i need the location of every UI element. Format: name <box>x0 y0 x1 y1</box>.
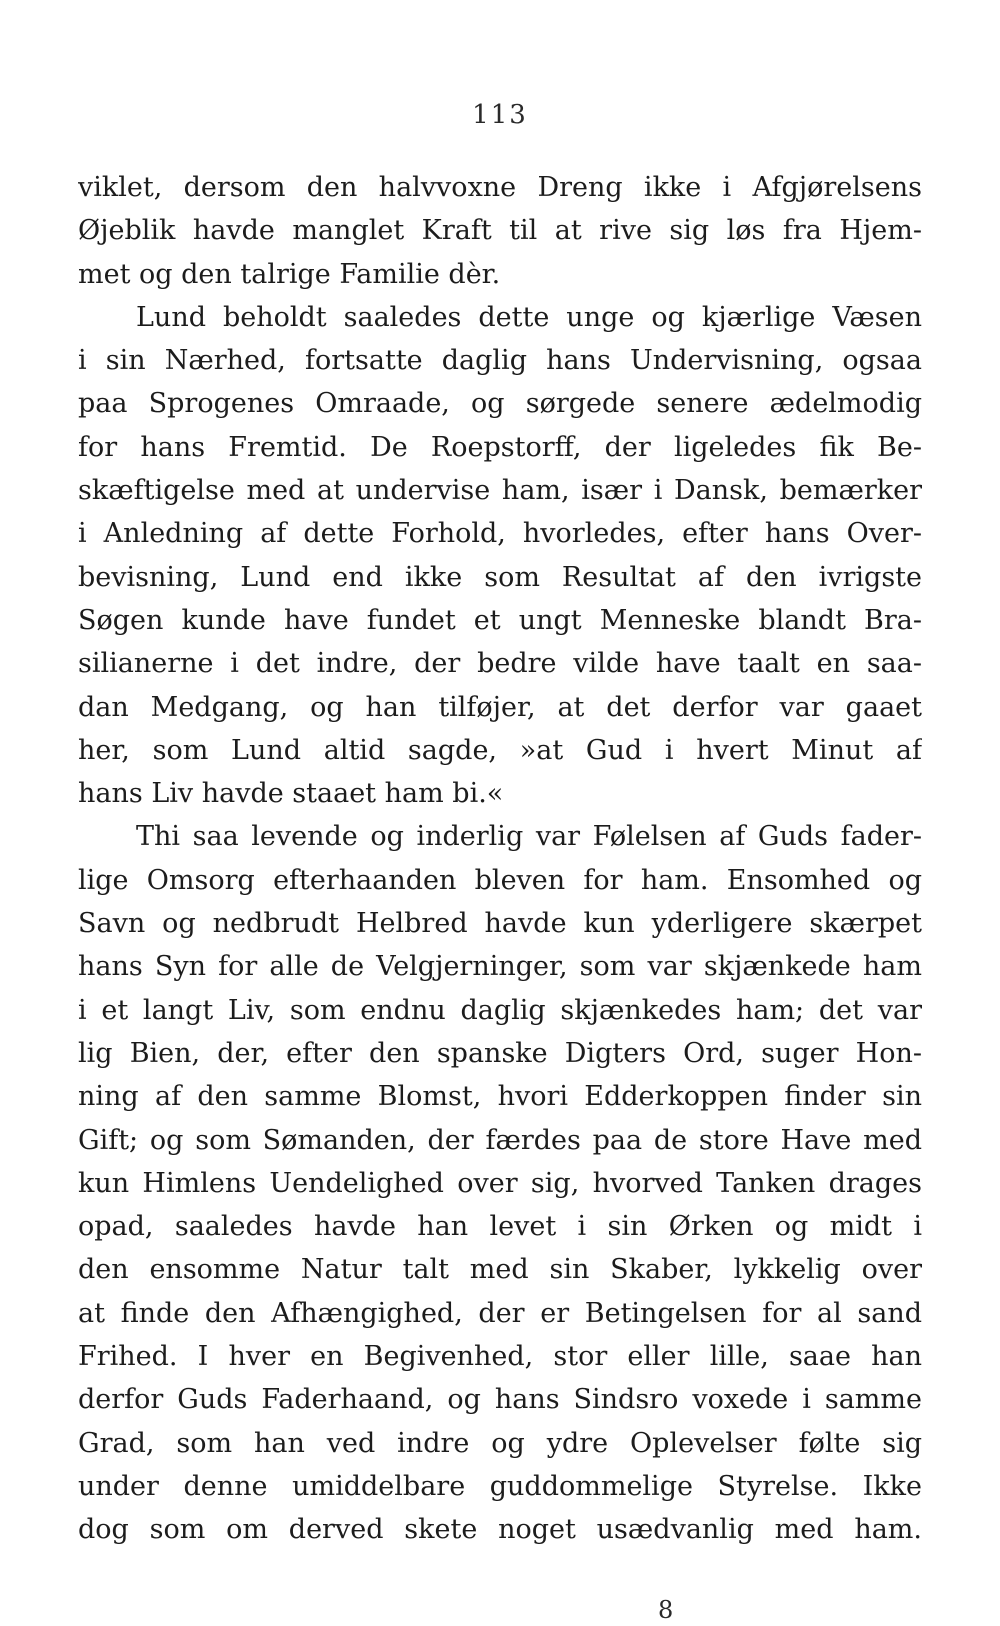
text-line: under denne umiddelbare guddommelige Styrelse. Ikke <box>78 1470 922 1502</box>
text-line: derfor Guds Faderhaand, og hans Sindsro voxede i samme <box>78 1384 922 1416</box>
text-line: viklet, dersom den halvvoxne Dreng ikke i Afgjørelsens <box>78 172 922 203</box>
text-line: opad, saaledes havde han levet i sin Ørken og midt i <box>78 1211 922 1243</box>
text-line: i Anledning af dette Forhold, hvorledes, efter hans Over- <box>78 518 922 550</box>
text-line: dan Medgang, og han tilføjer, at det derfor var gaaet <box>78 691 922 723</box>
text-line: paa Sprogenes Omraade, og sørgede senere ædelmodig <box>78 388 922 420</box>
text-line: den ensomme Natur talt med sin Skaber, lykkelig over <box>78 1254 922 1286</box>
text-line: Øjeblik havde manglet Kraft til at rive sig løs fra Hjem- <box>78 215 922 247</box>
text-line: Lund beholdt saaledes dette unge og kjærlige Væsen <box>136 301 922 333</box>
text-line: kun Himlens Uendelighed over sig, hvorved Tanken drages <box>78 1167 922 1199</box>
text-line: silianerne i det indre, der bedre vilde have taalt en saa- <box>78 648 922 680</box>
body-text <box>78 166 922 1552</box>
signature-mark: 8 <box>658 1596 674 1624</box>
text-line: her, som Lund altid sagde, »at Gud i hvert Minut af <box>78 734 922 766</box>
text-line: lig Bien, der, efter den spanske Digters Ord, suger Hon- <box>78 1037 922 1069</box>
text-line: i et langt Liv, som endnu daglig skjænkedes ham; det var <box>78 994 922 1026</box>
text-line: Frihed. I hver en Begivenhed, stor eller lille, saae han <box>78 1341 922 1373</box>
text-line: Grad, som han ved indre og ydre Oplevelser følte sig <box>78 1427 922 1459</box>
text-line: skæftigelse med at undervise ham, især i Dansk, bemærker <box>78 475 922 507</box>
text-line: dog som om derved skete noget usædvanlig med ham. <box>78 1514 922 1546</box>
page-number: 113 <box>472 100 528 130</box>
text-line: bevisning, Lund end ikke som Resultat af den ivrigste <box>78 561 922 593</box>
text-line: met og den talrige Familie dèr. <box>78 258 501 290</box>
text-line: Søgen kunde have fundet et ungt Menneske blandt Bra- <box>78 604 922 636</box>
text-line: hans Liv havde staaet ham bi.« <box>78 778 504 810</box>
text-line: lige Omsorg efterhaanden bleven for ham. Ensomhed og <box>78 864 922 896</box>
text-line: i sin Nærhed, fortsatte daglig hans Undervisning, ogsaa <box>78 345 922 377</box>
text-line: ning af den samme Blomst, hvori Edderkoppen finder sin <box>78 1081 922 1113</box>
text-line: Thi saa levende og inderlig var Følelsen af Guds fader- <box>136 821 922 853</box>
text-line: hans Syn for alle de Velgjerninger, som var skjænkede ham <box>78 951 922 983</box>
text-line: Gift; og som Sømanden, der færdes paa de store Have med <box>78 1124 922 1156</box>
text-line: Savn og nedbrudt Helbred havde kun yderligere skærpet <box>78 908 922 940</box>
text-line: at finde den Afhængighed, der er Betingelsen for al sand <box>78 1297 922 1329</box>
text-line: for hans Fremtid. De Roepstorff, der ligeledes fik Be- <box>78 431 922 463</box>
